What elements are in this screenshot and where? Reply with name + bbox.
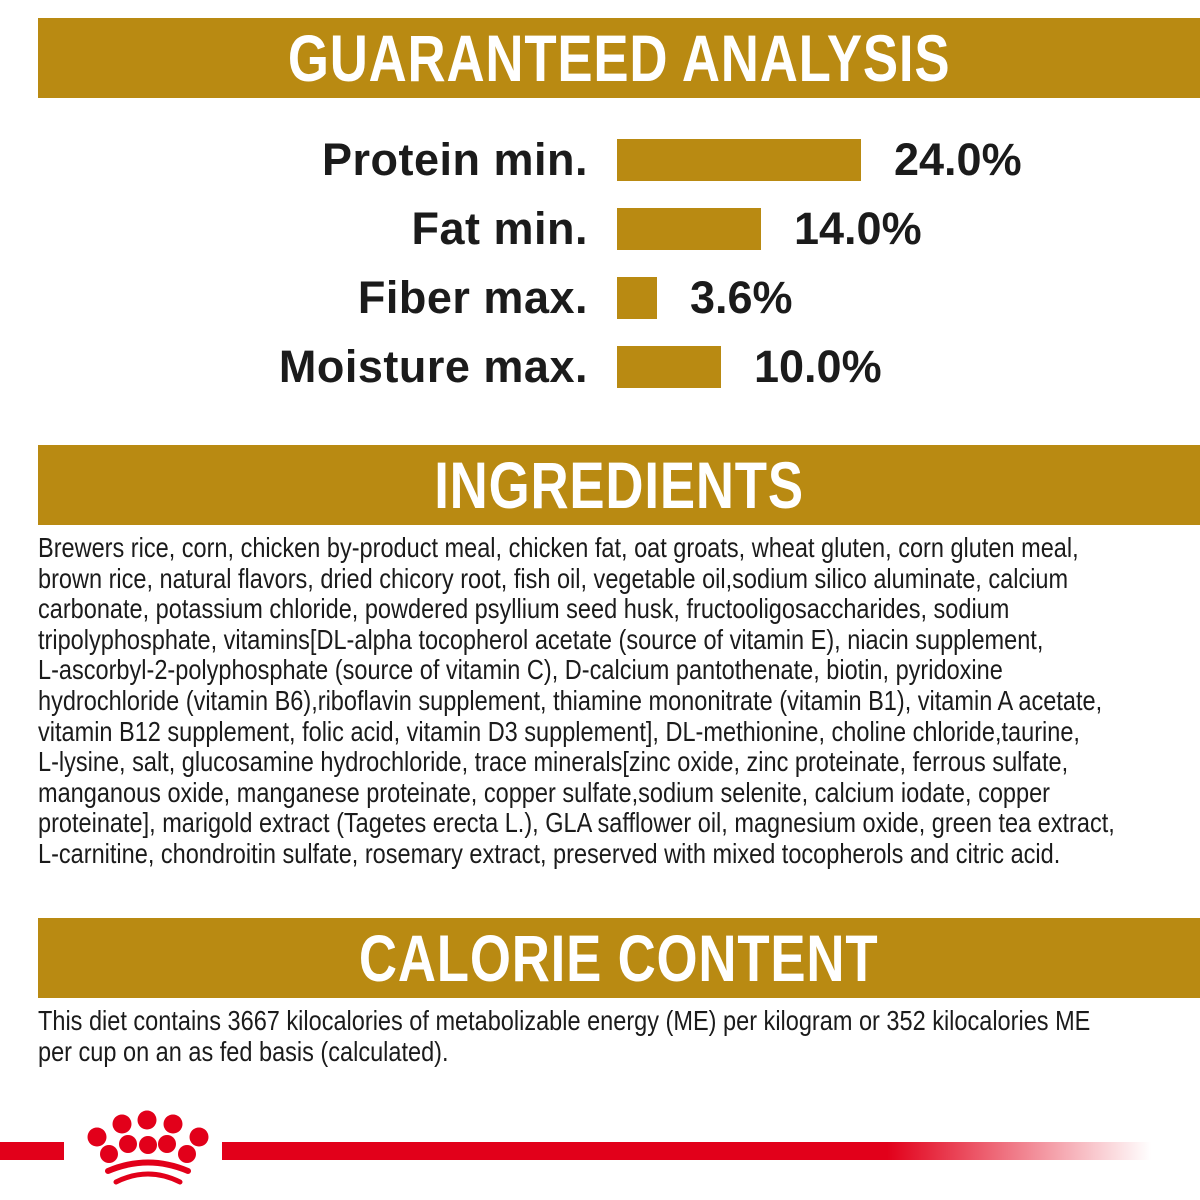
text-line: This diet contains 3667 kilocalories of metabolizable energy (ME) per kilogram or 352 kilocalories ME bbox=[38, 1005, 1091, 1036]
analysis-row bbox=[38, 125, 1178, 194]
text-line: L-ascorbyl-2-polyphosphate (source of vitamin C), D-calcium pantothenate, biotin, pyridoxine bbox=[38, 654, 1003, 686]
analysis-row bbox=[38, 263, 1178, 332]
ingredients-heading: INGREDIENTS bbox=[434, 448, 804, 522]
text-line: carbonate, potassium chloride, powdered psyllium seed husk, fructooligosaccharides, sodium bbox=[38, 593, 1010, 625]
red-stripe-right bbox=[222, 1142, 1200, 1160]
text-line: brown rice, natural flavors, dried chicory root, fish oil, vegetable oil,sodium silico aluminate, calcium bbox=[38, 562, 1069, 594]
analysis-bar bbox=[617, 346, 721, 388]
guaranteed-analysis-banner bbox=[38, 18, 1200, 98]
text-line: hydrochloride (vitamin B6),riboflavin supplement, thiamine mononitrate (vitamin B1), vitamin A acetate, bbox=[38, 684, 1103, 716]
guaranteed-analysis-chart bbox=[38, 125, 1178, 401]
analysis-label: Protein min. bbox=[321, 133, 588, 185]
analysis-bar bbox=[617, 139, 861, 181]
red-stripe-left bbox=[0, 1142, 64, 1160]
analysis-row bbox=[38, 194, 1178, 263]
text-line: manganous oxide, manganese proteinate, copper sulfate,sodium selenite, calcium iodate, copper bbox=[38, 776, 1050, 808]
ingredients-text bbox=[38, 533, 1199, 870]
analysis-label: Fat min. bbox=[411, 202, 588, 254]
text-line: vitamin B12 supplement, folic acid, vitamin D3 supplement], DL-methionine, choline chloride,taurine, bbox=[38, 715, 1080, 747]
text-line: L-carnitine, chondroitin sulfate, rosemary extract, preserved with mixed tocopherols and citric acid. bbox=[38, 837, 1061, 869]
text-line: per cup on an as fed basis (calculated). bbox=[38, 1035, 449, 1067]
analysis-value: 14.0% bbox=[794, 202, 922, 254]
calorie-content-heading: CALORIE CONTENT bbox=[359, 921, 879, 995]
analysis-label: Moisture max. bbox=[278, 340, 588, 392]
text-line: Brewers rice, corn, chicken by-product meal, chicken fat, oat groats, wheat gluten, corn gluten meal, bbox=[38, 532, 1079, 563]
ingredients-banner bbox=[38, 445, 1200, 525]
analysis-value: 10.0% bbox=[754, 340, 882, 392]
text-line: proteinate], marigold extract (Tagetes erecta L.), GLA safflower oil, magnesium oxide, green tea extract, bbox=[38, 807, 1115, 839]
analysis-bar bbox=[617, 277, 657, 319]
analysis-value: 24.0% bbox=[894, 133, 1022, 185]
analysis-row bbox=[38, 332, 1178, 401]
text-line: L-lysine, salt, glucosamine hydrochloride, trace minerals[zinc oxide, zinc proteinate, ferrous sulfate, bbox=[38, 746, 1069, 778]
calorie-content-banner bbox=[38, 918, 1200, 998]
text-line: tripolyphosphate, vitamins[DL-alpha tocopherol acetate (source of vitamin E), niacin supplement, bbox=[38, 623, 1044, 655]
analysis-value: 3.6% bbox=[690, 271, 793, 323]
royal-canin-crown-icon bbox=[86, 1110, 210, 1188]
analysis-bar bbox=[617, 208, 761, 250]
analysis-label: Fiber max. bbox=[357, 271, 588, 323]
guaranteed-analysis-heading: GUARANTEED ANALYSIS bbox=[287, 21, 951, 95]
calorie-content-text bbox=[38, 1006, 1199, 1067]
